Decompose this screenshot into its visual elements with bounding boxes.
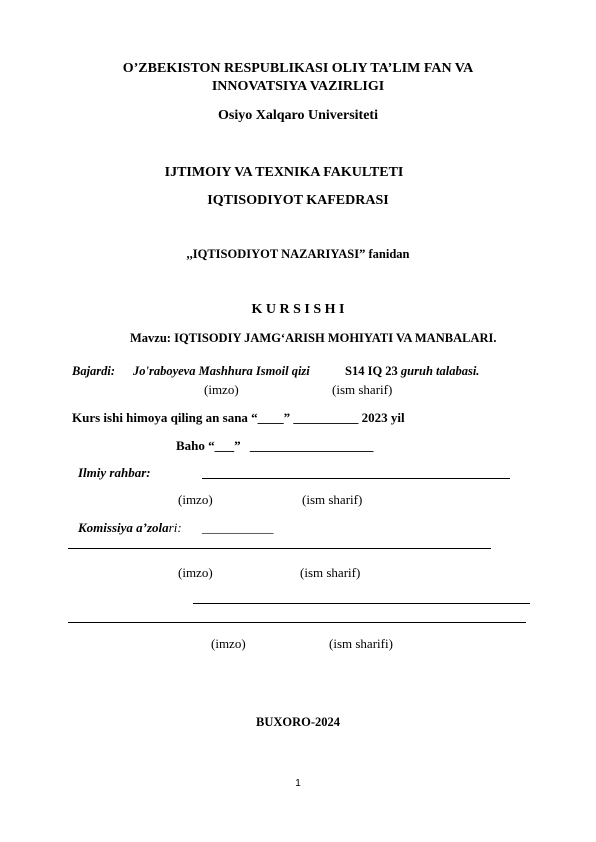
commission-line-2 <box>193 603 530 604</box>
commission-signature-caption-1: (imzo) <box>178 565 213 580</box>
supervisor-signature-line <box>202 478 510 479</box>
commission-line-1 <box>68 548 491 549</box>
university-name: Osiyo Xalqaro Universiteti <box>218 108 378 123</box>
defense-date-line: Kurs ishi himoya qiling an sana “____” __________ 2023 yil <box>72 410 405 425</box>
work-type-title: K U R S I S H I <box>251 302 345 317</box>
topic-label: Mavzu: <box>130 331 171 345</box>
faculty-name: IJTIMOIY VA TEXNIKA FAKULTETI <box>164 165 404 180</box>
topic-line <box>130 330 496 346</box>
commission-label-a: Komissiya a’zola <box>78 520 169 535</box>
author-name-caption: (ism sharif) <box>332 382 393 397</box>
ministry-line-2: INNOVATSIYA VAZIRLIGI <box>211 79 385 94</box>
supervisor-label: Ilmiy rahbar: <box>78 465 151 480</box>
page-number: 1 <box>295 778 301 789</box>
grade-blank: ___________________ <box>249 438 374 453</box>
department-name: IQTISODIYOT KAFEDRASI <box>207 193 389 208</box>
grade-label: Baho “___” <box>176 438 241 453</box>
footer-city-year: BUXORO-2024 <box>255 715 341 729</box>
subject-line: ,,IQTISODIYOT NAZARIYASI” fanidan <box>186 247 410 261</box>
author-signature-caption: (imzo) <box>204 382 239 397</box>
supervisor-name-caption: (ism sharif) <box>302 492 363 507</box>
author-name: Jo'raboyeva Mashhura Ismoil qizi <box>133 364 310 378</box>
group-code: S14 IQ 23 <box>345 364 398 378</box>
commission-name-caption-1: (ism sharif) <box>300 565 361 580</box>
commission-signature-caption-2: (imzo) <box>211 636 246 651</box>
commission-line-3 <box>68 622 526 623</box>
supervisor-signature-caption: (imzo) <box>178 492 213 507</box>
ministry-line-1: O’ZBEKISTON RESPUBLIKASI OLIY TA’LIM FAN VA <box>122 61 474 76</box>
commission-name-caption-2: (ism sharifi) <box>329 636 393 651</box>
commission-blank: ___________ <box>202 520 274 535</box>
group-suffix: guruh talabasi. <box>400 364 480 378</box>
author-group <box>345 363 479 379</box>
commission-label <box>78 520 182 536</box>
topic-text: IQTISODIY JAMG‘ARISH MOHIYATI VA MANBALARI. <box>174 331 497 345</box>
author-label: Bajardi: <box>72 364 116 378</box>
commission-label-b: ri: <box>168 520 182 535</box>
grade-line <box>176 438 373 454</box>
